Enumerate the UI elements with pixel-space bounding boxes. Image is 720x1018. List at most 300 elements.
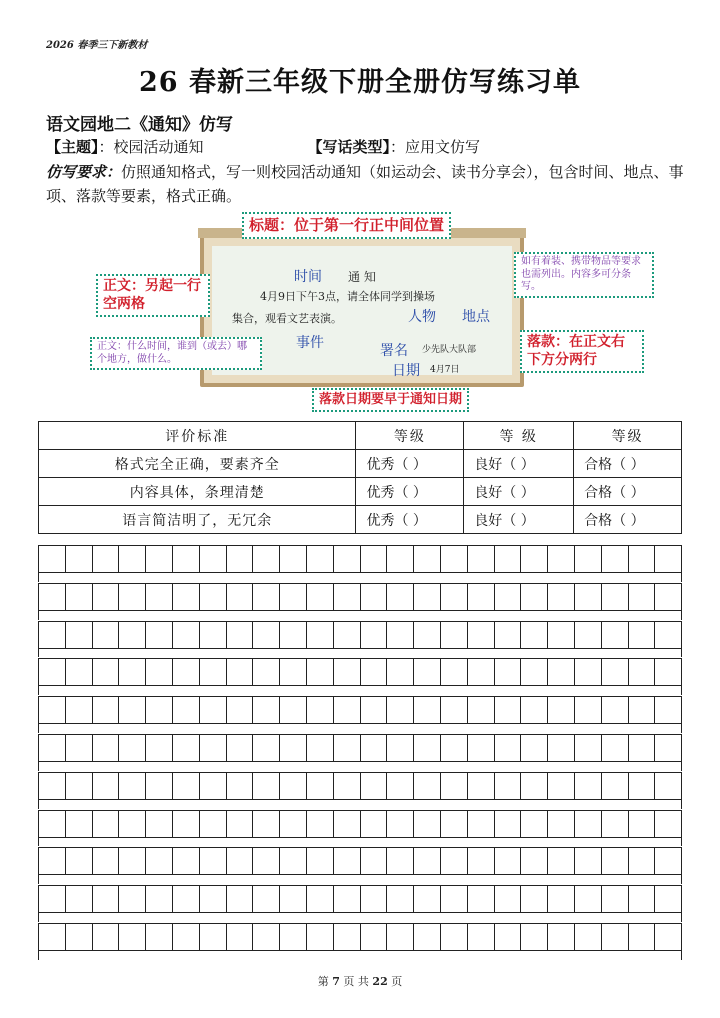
grid-cell[interactable] xyxy=(441,924,468,950)
grid-cell[interactable] xyxy=(655,848,681,874)
grid-cell[interactable] xyxy=(361,584,388,610)
grid-cell[interactable] xyxy=(93,622,120,648)
grid-cell[interactable] xyxy=(280,584,307,610)
grid-cell[interactable] xyxy=(468,659,495,685)
grade-good[interactable]: 良好（ ） xyxy=(464,450,574,478)
table-header-row xyxy=(39,422,682,450)
grid-cell[interactable] xyxy=(468,811,495,837)
grid-cell[interactable] xyxy=(307,924,334,950)
grid-cell[interactable] xyxy=(280,886,307,912)
grid-cell[interactable] xyxy=(361,622,388,648)
grid-cell[interactable] xyxy=(655,924,681,950)
grid-cell[interactable] xyxy=(575,546,602,572)
grid-cell[interactable] xyxy=(629,848,656,874)
grid-cell[interactable] xyxy=(414,697,441,723)
grid-cell[interactable] xyxy=(521,848,548,874)
grade-pass[interactable]: 合格（ ） xyxy=(574,478,682,506)
grid-cell[interactable] xyxy=(334,886,361,912)
page-title: 26 春新三年级下册全册仿写练习单 xyxy=(139,67,581,98)
grid-cell[interactable] xyxy=(575,886,602,912)
grid-cell[interactable] xyxy=(119,735,146,761)
grid-cell[interactable] xyxy=(441,584,468,610)
grid-cell[interactable] xyxy=(93,848,120,874)
grade-good[interactable]: 良好（ ） xyxy=(464,478,574,506)
grid-cell[interactable] xyxy=(173,622,200,648)
grid-row xyxy=(38,772,682,810)
grid-cell[interactable] xyxy=(575,735,602,761)
grid-cell[interactable] xyxy=(253,546,280,572)
hw-person: 人物 xyxy=(408,309,436,325)
grid-cell[interactable] xyxy=(414,773,441,799)
grid-cell[interactable] xyxy=(361,546,388,572)
grid-cell[interactable] xyxy=(227,924,254,950)
grid-cell[interactable] xyxy=(253,659,280,685)
grid-cell[interactable] xyxy=(575,811,602,837)
tag-body: 正文：另起一行空两格 xyxy=(96,274,210,317)
grid-cell[interactable] xyxy=(629,811,656,837)
grid-cell[interactable] xyxy=(602,546,629,572)
grid-cell[interactable] xyxy=(280,848,307,874)
grid-cell[interactable] xyxy=(307,584,334,610)
grid-cell[interactable] xyxy=(602,848,629,874)
writing-grid[interactable] xyxy=(38,545,682,961)
grid-cell[interactable] xyxy=(548,848,575,874)
grid-cell[interactable] xyxy=(119,659,146,685)
grid-cell[interactable] xyxy=(414,924,441,950)
grid-cell[interactable] xyxy=(119,622,146,648)
grid-cell[interactable] xyxy=(629,584,656,610)
grid-cell[interactable] xyxy=(629,773,656,799)
grid-cell[interactable] xyxy=(495,622,522,648)
grid-cell[interactable] xyxy=(655,622,681,648)
grid-cell[interactable] xyxy=(334,924,361,950)
grid-cell[interactable] xyxy=(119,811,146,837)
grid-cell[interactable] xyxy=(93,584,120,610)
grid-cell[interactable] xyxy=(253,773,280,799)
grid-cell[interactable] xyxy=(173,773,200,799)
grid-cell[interactable] xyxy=(387,622,414,648)
grid-cell[interactable] xyxy=(307,886,334,912)
grid-cell[interactable] xyxy=(173,886,200,912)
tag-body-note: 正文：什么时间，谁到（或去）哪个地方，做什么。 xyxy=(90,337,262,370)
grid-cell[interactable] xyxy=(655,697,681,723)
grid-cell[interactable] xyxy=(39,811,66,837)
grid-cell[interactable] xyxy=(334,622,361,648)
grid-cell[interactable] xyxy=(414,848,441,874)
grid-cell[interactable] xyxy=(146,811,173,837)
grid-cell[interactable] xyxy=(280,924,307,950)
grid-cell[interactable] xyxy=(495,659,522,685)
tag-date: 落款日期要早于通知日期 xyxy=(312,388,469,412)
grid-cell[interactable] xyxy=(227,811,254,837)
grid-cell[interactable] xyxy=(629,924,656,950)
grid-cell[interactable] xyxy=(575,622,602,648)
grid-cell[interactable] xyxy=(146,584,173,610)
grid-cell[interactable] xyxy=(173,584,200,610)
grid-cell[interactable] xyxy=(361,848,388,874)
grid-cell[interactable] xyxy=(655,811,681,837)
grid-cell[interactable] xyxy=(200,584,227,610)
grid-cell[interactable] xyxy=(66,773,93,799)
grid-cell[interactable] xyxy=(227,659,254,685)
grid-cell[interactable] xyxy=(361,886,388,912)
grid-cell[interactable] xyxy=(441,697,468,723)
requirement-text: 仿照通知格式，写一则校园活动通知（如运动会、读书分享会），包含时间、地点、事项、落款等要素，格式正确。 xyxy=(46,163,684,205)
grid-cell[interactable] xyxy=(521,584,548,610)
grid-cell[interactable] xyxy=(575,773,602,799)
grid-cell[interactable] xyxy=(655,773,681,799)
requirement-label: 仿写要求： xyxy=(46,163,122,181)
grid-cell[interactable] xyxy=(39,886,66,912)
grid-cell[interactable] xyxy=(495,546,522,572)
grid-cell[interactable] xyxy=(334,584,361,610)
grid-cell[interactable] xyxy=(200,622,227,648)
grid-cell[interactable] xyxy=(39,546,66,572)
grid-cell[interactable] xyxy=(387,924,414,950)
grid-cell[interactable] xyxy=(495,584,522,610)
grid-cell[interactable] xyxy=(521,546,548,572)
grid-cell[interactable] xyxy=(227,773,254,799)
grid-cell[interactable] xyxy=(173,924,200,950)
grid-cell[interactable] xyxy=(39,697,66,723)
notice-line-1: 4月9日下午3点，请全体同学到操场 xyxy=(260,290,435,303)
grid-cell[interactable] xyxy=(548,546,575,572)
grid-cell[interactable] xyxy=(253,924,280,950)
grid-cell[interactable] xyxy=(414,659,441,685)
grid-cell[interactable] xyxy=(307,811,334,837)
grid-cell[interactable] xyxy=(334,848,361,874)
grid-cell[interactable] xyxy=(119,886,146,912)
grid-row xyxy=(38,696,682,734)
grid-cell[interactable] xyxy=(146,886,173,912)
grid-cell[interactable] xyxy=(146,848,173,874)
grid-cell[interactable] xyxy=(602,735,629,761)
grid-row xyxy=(38,621,682,659)
grid-cell[interactable] xyxy=(119,924,146,950)
grid-cell[interactable] xyxy=(495,697,522,723)
grid-cell[interactable] xyxy=(468,773,495,799)
grid-cell[interactable] xyxy=(227,886,254,912)
grid-cell[interactable] xyxy=(307,735,334,761)
grid-cell[interactable] xyxy=(575,697,602,723)
grid-cell[interactable] xyxy=(173,848,200,874)
grid-cell[interactable] xyxy=(548,697,575,723)
grid-cell[interactable] xyxy=(334,546,361,572)
grid-cell[interactable] xyxy=(280,697,307,723)
grid-cell[interactable] xyxy=(629,735,656,761)
grid-cell[interactable] xyxy=(334,735,361,761)
grid-cell[interactable] xyxy=(146,622,173,648)
grid-cell[interactable] xyxy=(495,924,522,950)
grid-cell[interactable] xyxy=(441,546,468,572)
grid-cell[interactable] xyxy=(387,659,414,685)
grid-cell[interactable] xyxy=(227,848,254,874)
grid-cell[interactable] xyxy=(602,886,629,912)
grid-cell[interactable] xyxy=(655,735,681,761)
grid-cell[interactable] xyxy=(414,886,441,912)
grid-cell[interactable] xyxy=(253,886,280,912)
grid-cell[interactable] xyxy=(227,546,254,572)
grid-cell[interactable] xyxy=(119,697,146,723)
grid-cell[interactable] xyxy=(495,811,522,837)
grid-cell[interactable] xyxy=(629,697,656,723)
grid-cell[interactable] xyxy=(468,886,495,912)
grid-cell[interactable] xyxy=(441,659,468,685)
grid-cell[interactable] xyxy=(280,546,307,572)
grid-cell[interactable] xyxy=(280,773,307,799)
grid-cell[interactable] xyxy=(146,773,173,799)
grid-cell[interactable] xyxy=(66,622,93,648)
grid-cell[interactable] xyxy=(93,924,120,950)
grid-cell[interactable] xyxy=(334,811,361,837)
grid-cell[interactable] xyxy=(173,811,200,837)
grid-cell[interactable] xyxy=(253,584,280,610)
grid-cell[interactable] xyxy=(227,735,254,761)
grid-cell[interactable] xyxy=(39,622,66,648)
grid-cell[interactable] xyxy=(602,697,629,723)
grid-cell[interactable] xyxy=(655,546,681,572)
grid-cell[interactable] xyxy=(602,584,629,610)
grid-cell[interactable] xyxy=(387,773,414,799)
grid-row xyxy=(38,734,682,772)
grid-cell[interactable] xyxy=(414,546,441,572)
grid-cell[interactable] xyxy=(521,622,548,648)
grid-cell[interactable] xyxy=(119,546,146,572)
grid-cell[interactable] xyxy=(521,811,548,837)
grid-cell[interactable] xyxy=(119,773,146,799)
grid-cell[interactable] xyxy=(521,924,548,950)
grid-cell[interactable] xyxy=(93,697,120,723)
grid-cell[interactable] xyxy=(387,848,414,874)
grid-cell[interactable] xyxy=(200,546,227,572)
grid-cell[interactable] xyxy=(307,546,334,572)
grid-cell[interactable] xyxy=(521,773,548,799)
grid-cell[interactable] xyxy=(307,622,334,648)
grid-cell[interactable] xyxy=(280,811,307,837)
grid-cell[interactable] xyxy=(93,659,120,685)
grid-cell[interactable] xyxy=(361,735,388,761)
grid-cell[interactable] xyxy=(253,622,280,648)
grid-cell[interactable] xyxy=(387,584,414,610)
grid-cell[interactable] xyxy=(548,584,575,610)
grid-cell[interactable] xyxy=(307,659,334,685)
grid-cell[interactable] xyxy=(468,848,495,874)
hw-date: 日期 xyxy=(392,363,420,379)
grid-cell[interactable] xyxy=(468,546,495,572)
grid-cell[interactable] xyxy=(39,773,66,799)
grid-cell[interactable] xyxy=(387,546,414,572)
grid-cell[interactable] xyxy=(548,659,575,685)
grid-cell[interactable] xyxy=(468,924,495,950)
grid-cell[interactable] xyxy=(495,886,522,912)
grid-cell[interactable] xyxy=(334,697,361,723)
grid-cell[interactable] xyxy=(307,848,334,874)
grid-cell[interactable] xyxy=(39,584,66,610)
grid-cell[interactable] xyxy=(93,811,120,837)
grid-cell[interactable] xyxy=(521,659,548,685)
grid-cell[interactable] xyxy=(93,886,120,912)
grid-cell[interactable] xyxy=(495,848,522,874)
grid-cell[interactable] xyxy=(200,735,227,761)
grade-pass[interactable]: 合格（ ） xyxy=(574,506,682,534)
grid-cell[interactable] xyxy=(146,546,173,572)
grid-cell[interactable] xyxy=(468,622,495,648)
grid-cell[interactable] xyxy=(66,697,93,723)
grade-excellent[interactable]: 优秀（ ） xyxy=(356,506,464,534)
grid-cell[interactable] xyxy=(200,886,227,912)
grid-cell[interactable] xyxy=(200,848,227,874)
grid-cell[interactable] xyxy=(548,735,575,761)
grid-cell[interactable] xyxy=(93,773,120,799)
grid-cell[interactable] xyxy=(146,697,173,723)
grid-cell[interactable] xyxy=(119,584,146,610)
notice-line-2: 集合，观看文艺表演。 xyxy=(232,312,342,325)
grid-cell[interactable] xyxy=(39,848,66,874)
grid-cell[interactable] xyxy=(93,546,120,572)
grid-cell[interactable] xyxy=(468,697,495,723)
grid-row xyxy=(38,847,682,885)
grid-cell[interactable] xyxy=(441,773,468,799)
grid-cell[interactable] xyxy=(253,697,280,723)
grid-cell[interactable] xyxy=(39,735,66,761)
grid-cell[interactable] xyxy=(66,924,93,950)
grid-cell[interactable] xyxy=(468,735,495,761)
grid-cell[interactable] xyxy=(387,886,414,912)
grid-cell[interactable] xyxy=(253,811,280,837)
grid-cell[interactable] xyxy=(227,584,254,610)
grid-cell[interactable] xyxy=(575,659,602,685)
grid-cell[interactable] xyxy=(227,697,254,723)
type-label: 【写话类型】 xyxy=(307,138,391,156)
grid-cell[interactable] xyxy=(602,659,629,685)
hw-sign: 署名 xyxy=(380,343,408,359)
grid-cell[interactable] xyxy=(387,735,414,761)
grid-cell[interactable] xyxy=(280,622,307,648)
grid-cell[interactable] xyxy=(548,622,575,648)
grid-cell[interactable] xyxy=(66,848,93,874)
grid-cell[interactable] xyxy=(173,735,200,761)
grid-cell[interactable] xyxy=(146,659,173,685)
grid-cell[interactable] xyxy=(334,773,361,799)
grid-cell[interactable] xyxy=(119,848,146,874)
grid-cell[interactable] xyxy=(655,584,681,610)
grade-good[interactable]: 良好（ ） xyxy=(464,506,574,534)
grid-cell[interactable] xyxy=(200,924,227,950)
page-footer: 第 7 页 共 22 页 xyxy=(317,975,403,988)
grid-cell[interactable] xyxy=(414,584,441,610)
grid-cell[interactable] xyxy=(575,924,602,950)
grade-pass[interactable]: 合格（ ） xyxy=(574,450,682,478)
grid-cell[interactable] xyxy=(521,886,548,912)
grid-cell[interactable] xyxy=(441,811,468,837)
grid-cell[interactable] xyxy=(200,659,227,685)
grid-cell[interactable] xyxy=(548,811,575,837)
grid-cell[interactable] xyxy=(146,735,173,761)
grid-cell[interactable] xyxy=(200,773,227,799)
grid-cell[interactable] xyxy=(387,697,414,723)
grid-cell[interactable] xyxy=(280,735,307,761)
grid-cell[interactable] xyxy=(414,622,441,648)
grid-cell[interactable] xyxy=(602,811,629,837)
grid-cell[interactable] xyxy=(173,697,200,723)
grid-cell[interactable] xyxy=(227,622,254,648)
grid-cell[interactable] xyxy=(521,697,548,723)
grid-cell[interactable] xyxy=(602,924,629,950)
current-page: 7 xyxy=(332,975,340,988)
grid-cell[interactable] xyxy=(548,886,575,912)
grid-cell[interactable] xyxy=(93,735,120,761)
grid-cell[interactable] xyxy=(361,811,388,837)
grid-cell[interactable] xyxy=(66,659,93,685)
grid-cell[interactable] xyxy=(629,622,656,648)
header-grade: 等级 xyxy=(574,422,682,450)
grid-cell[interactable] xyxy=(414,735,441,761)
grid-cell[interactable] xyxy=(173,546,200,572)
header-note: 2026 春季三下新教材 xyxy=(46,40,148,51)
grid-cell[interactable] xyxy=(307,697,334,723)
grid-cell[interactable] xyxy=(521,735,548,761)
grid-cell[interactable] xyxy=(441,735,468,761)
grid-cell[interactable] xyxy=(441,886,468,912)
grid-cell[interactable] xyxy=(495,735,522,761)
grid-cell[interactable] xyxy=(361,924,388,950)
grid-cell[interactable] xyxy=(66,886,93,912)
grid-cell[interactable] xyxy=(66,584,93,610)
criterion-cell: 格式完全正确，要素齐全 xyxy=(39,450,356,478)
grid-cell[interactable] xyxy=(468,584,495,610)
notice-date: 4月7日 xyxy=(430,365,460,375)
grid-cell[interactable] xyxy=(361,697,388,723)
grid-cell[interactable] xyxy=(173,659,200,685)
grid-cell[interactable] xyxy=(629,659,656,685)
grid-cell[interactable] xyxy=(307,773,334,799)
grid-cell[interactable] xyxy=(361,659,388,685)
grid-cell[interactable] xyxy=(548,773,575,799)
grid-cell[interactable] xyxy=(602,622,629,648)
grid-cell[interactable] xyxy=(253,848,280,874)
grid-cell[interactable] xyxy=(39,924,66,950)
grid-cell[interactable] xyxy=(361,773,388,799)
grid-cell[interactable] xyxy=(441,622,468,648)
grid-cell[interactable] xyxy=(146,924,173,950)
grid-cell[interactable] xyxy=(200,697,227,723)
grid-cell[interactable] xyxy=(655,886,681,912)
grid-cell[interactable] xyxy=(280,659,307,685)
grid-cell[interactable] xyxy=(66,735,93,761)
grid-cell[interactable] xyxy=(334,659,361,685)
grid-cell[interactable] xyxy=(629,546,656,572)
grid-cell[interactable] xyxy=(602,773,629,799)
grid-cell[interactable] xyxy=(575,848,602,874)
grid-cell[interactable] xyxy=(575,584,602,610)
grid-cell[interactable] xyxy=(66,811,93,837)
grade-excellent[interactable]: 优秀（ ） xyxy=(356,478,464,506)
grid-cell[interactable] xyxy=(200,811,227,837)
grid-cell[interactable] xyxy=(441,848,468,874)
grid-cell[interactable] xyxy=(655,659,681,685)
grid-cell[interactable] xyxy=(66,546,93,572)
grade-excellent[interactable]: 优秀（ ） xyxy=(356,450,464,478)
header-grade: 等 级 xyxy=(464,422,574,450)
grid-cell[interactable] xyxy=(253,735,280,761)
grid-cell[interactable] xyxy=(495,773,522,799)
grid-cell[interactable] xyxy=(629,886,656,912)
grid-cell[interactable] xyxy=(414,811,441,837)
grid-cell[interactable] xyxy=(387,811,414,837)
grid-cell[interactable] xyxy=(39,659,66,685)
requirement xyxy=(46,160,686,208)
grid-cell[interactable] xyxy=(548,924,575,950)
